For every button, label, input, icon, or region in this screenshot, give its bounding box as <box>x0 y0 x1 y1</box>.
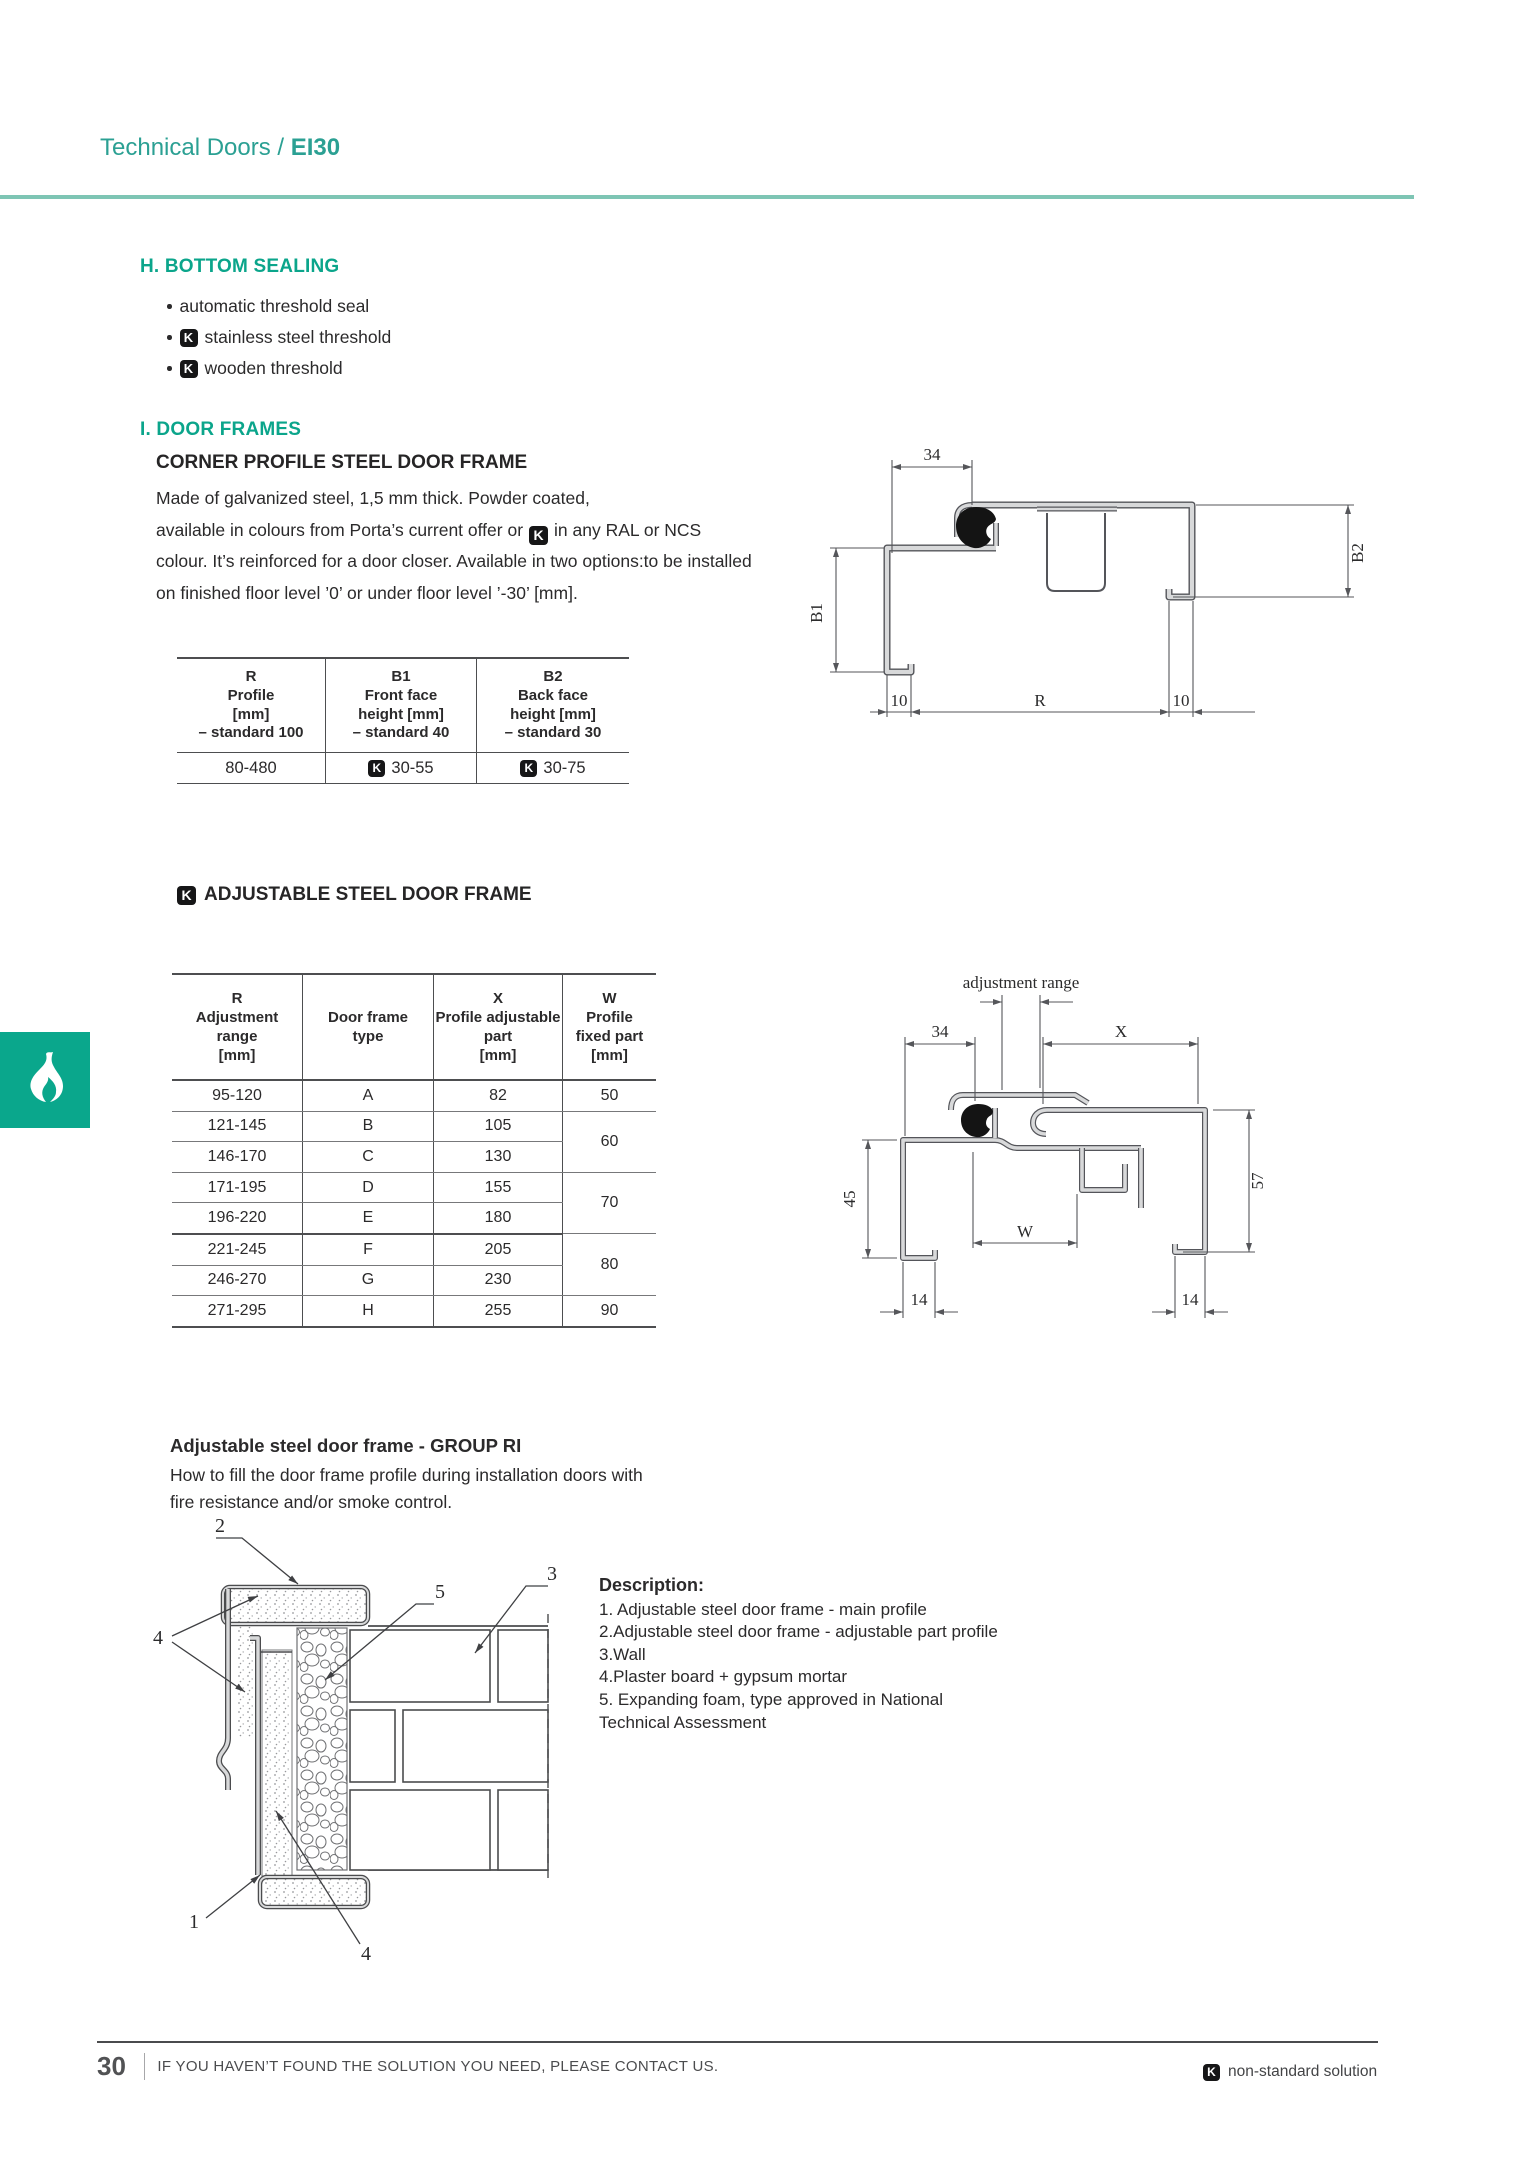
table-row: 121-145 B 105 60 <box>172 1111 656 1142</box>
group-ri-title: Adjustable steel door frame - GROUP RI <box>170 1435 522 1456</box>
table-header-cell: R Profile [mm] – standard 100 <box>177 658 326 753</box>
group-ri-line: fire resistance and/or smoke control. <box>170 1492 453 1513</box>
table-row: 196-220 E 180 <box>172 1203 656 1234</box>
breadcrumb <box>100 134 340 162</box>
list-item <box>167 353 391 384</box>
dim-10-left-label: 10 <box>890 691 908 710</box>
bullet-icon <box>167 304 172 309</box>
corner-profile-title: CORNER PROFILE STEEL DOOR FRAME <box>156 452 528 473</box>
table-row <box>177 753 629 784</box>
table-row: 271-295 H 255 90 <box>172 1296 656 1327</box>
footer-rule <box>97 2041 1378 2043</box>
table-header-cell: B2 Back face height [mm] – standard 30 <box>477 658 630 753</box>
footer-left <box>97 2051 718 2082</box>
adjustable-frame-title: ADJUSTABLE STEEL DOOR FRAME <box>204 884 532 905</box>
callout-5-label: 5 <box>435 1581 445 1603</box>
gasket-seal-shape <box>956 507 996 548</box>
callout-2-label: 2 <box>215 1515 225 1537</box>
description-item: 3.Wall <box>599 1644 646 1664</box>
dim-x-label: X <box>1114 1022 1128 1041</box>
table-header-cell: W Profile fixed part [mm] <box>563 974 657 1080</box>
table-header-row <box>177 658 629 753</box>
description-block <box>599 1574 998 1734</box>
gasket-seal-shape <box>961 1104 993 1137</box>
section-title-bottom-sealing: H. BOTTOM SEALING <box>140 256 340 277</box>
corner-profile-description <box>156 483 756 610</box>
dim-34-label: 34 <box>931 1022 949 1041</box>
adjustment-range-label: adjustment range <box>962 973 1080 992</box>
corner-profile-table <box>177 657 629 784</box>
table-row: 146-170 C 130 <box>172 1142 656 1173</box>
callout-1-label: 1 <box>189 1911 199 1933</box>
table-row: 246-270 G 230 <box>172 1265 656 1296</box>
paragraph-line <box>156 515 756 547</box>
list-item <box>167 322 391 353</box>
section-title-door-frames: I. DOOR FRAMES <box>140 419 302 440</box>
list-item-label: stainless steel threshold <box>204 327 392 347</box>
k-badge-icon: K <box>180 329 198 347</box>
dim-r-label: R <box>1034 691 1046 710</box>
non-standard-solution-label: non-standard solution <box>1228 2063 1378 2080</box>
bottom-sealing-list <box>167 291 391 384</box>
k-badge-icon: K <box>1203 2064 1220 2081</box>
page-number: 30 <box>97 2051 126 2081</box>
gypsum-mortar-column <box>262 1650 292 1876</box>
description-item: Technical Assessment <box>599 1712 767 1732</box>
dim-14-left-label: 14 <box>910 1290 928 1309</box>
table-header-row <box>172 974 656 1080</box>
table-cell: 80-480 <box>177 753 326 784</box>
k-badge-icon: K <box>520 760 537 777</box>
adjustable-frame-title-row <box>177 884 532 906</box>
paragraph-line: on finished floor level ’0’ or under floor level ’-30’ [mm]. <box>156 583 578 604</box>
paragraph-line-part: in any RAL or NCS <box>554 519 702 540</box>
table-header-cell: B1 Front face height [mm] – standard 40 <box>326 658 477 753</box>
breadcrumb-model: EI30 <box>290 134 341 161</box>
paragraph-line: Made of galvanized steel, 1,5 mm thick. Powder coated, <box>156 488 590 508</box>
dim-34-label: 34 <box>923 445 941 464</box>
description-title: Description: <box>599 1575 705 1595</box>
installation-cross-section-diagram <box>120 1512 620 2012</box>
table-header-cell: Door frame type <box>303 974 434 1080</box>
corner-profile-diagram <box>800 413 1445 748</box>
group-ri-line: How to fill the door frame profile during installation doors with <box>170 1465 643 1485</box>
bullet-icon <box>167 335 172 340</box>
wall-bricks <box>350 1614 548 1880</box>
k-badge-icon: K <box>529 526 548 545</box>
dim-b2-label: B2 <box>1348 543 1367 563</box>
table-cell: K 30-55 <box>326 753 477 784</box>
k-badge-icon: K <box>180 360 198 378</box>
table-row: 221-245 F 205 80 <box>172 1234 656 1265</box>
description-item: 1. Adjustable steel door frame - main profile <box>599 1599 927 1619</box>
callout-4-label: 4 <box>153 1627 163 1649</box>
expanding-foam-column <box>297 1628 347 1870</box>
dim-b1-label: B1 <box>807 603 826 623</box>
paragraph-line: colour. It’s reinforced for a door closer. Available in two options:to be installed <box>156 551 752 572</box>
list-item <box>167 291 391 322</box>
fire-rating-badge <box>0 1032 90 1128</box>
adjustable-frame-diagram <box>835 958 1490 1358</box>
adjustable-part-profile-bar <box>223 1587 368 1624</box>
group-ri-block <box>170 1434 643 1517</box>
dim-10-right-label: 10 <box>1172 691 1190 710</box>
k-badge-icon: K <box>177 886 196 905</box>
table-header-cell: X Profile adjustable part [mm] <box>434 974 563 1080</box>
dim-45-label: 45 <box>840 1190 859 1208</box>
callout-3-label: 3 <box>547 1563 557 1585</box>
header-rule <box>0 195 1414 199</box>
footer-right <box>1203 2063 1377 2081</box>
description-item: 2.Adjustable steel door frame - adjustable part profile <box>599 1622 998 1642</box>
table-row: 95-120 A 82 50 <box>172 1080 656 1111</box>
breadcrumb-section: Technical Doors / <box>100 134 291 161</box>
plaster-strip <box>236 1626 256 1738</box>
table-header-cell: R Adjustment range [mm] <box>172 974 303 1080</box>
flame-icon <box>0 1032 90 1128</box>
dim-w-label: W <box>1016 1222 1034 1241</box>
footer-divider <box>144 2053 146 2080</box>
footer-message: IF YOU HAVEN’T FOUND THE SOLUTION YOU NEED, PLEASE CONTACT US. <box>157 2058 719 2075</box>
adjustable-frame-table <box>172 973 656 1328</box>
table-cell: K 30-75 <box>477 753 630 784</box>
list-item-label: automatic threshold seal <box>179 296 370 316</box>
dim-14-right-label: 14 <box>1181 1290 1199 1309</box>
description-item: 5. Expanding foam, type approved in National <box>599 1689 944 1709</box>
paragraph-line-part: available in colours from Porta’s current offer or <box>156 519 524 540</box>
callout-4b-label: 4 <box>361 1943 371 1965</box>
main-profile-bar <box>260 1877 368 1907</box>
table-row: 171-195 D 155 70 <box>172 1172 656 1203</box>
list-item-label: wooden threshold <box>204 358 343 378</box>
description-item: 4.Plaster board + gypsum mortar <box>599 1667 848 1687</box>
bullet-icon <box>167 366 172 371</box>
dim-57-label: 57 <box>1248 1172 1267 1190</box>
k-badge-icon: K <box>368 760 385 777</box>
